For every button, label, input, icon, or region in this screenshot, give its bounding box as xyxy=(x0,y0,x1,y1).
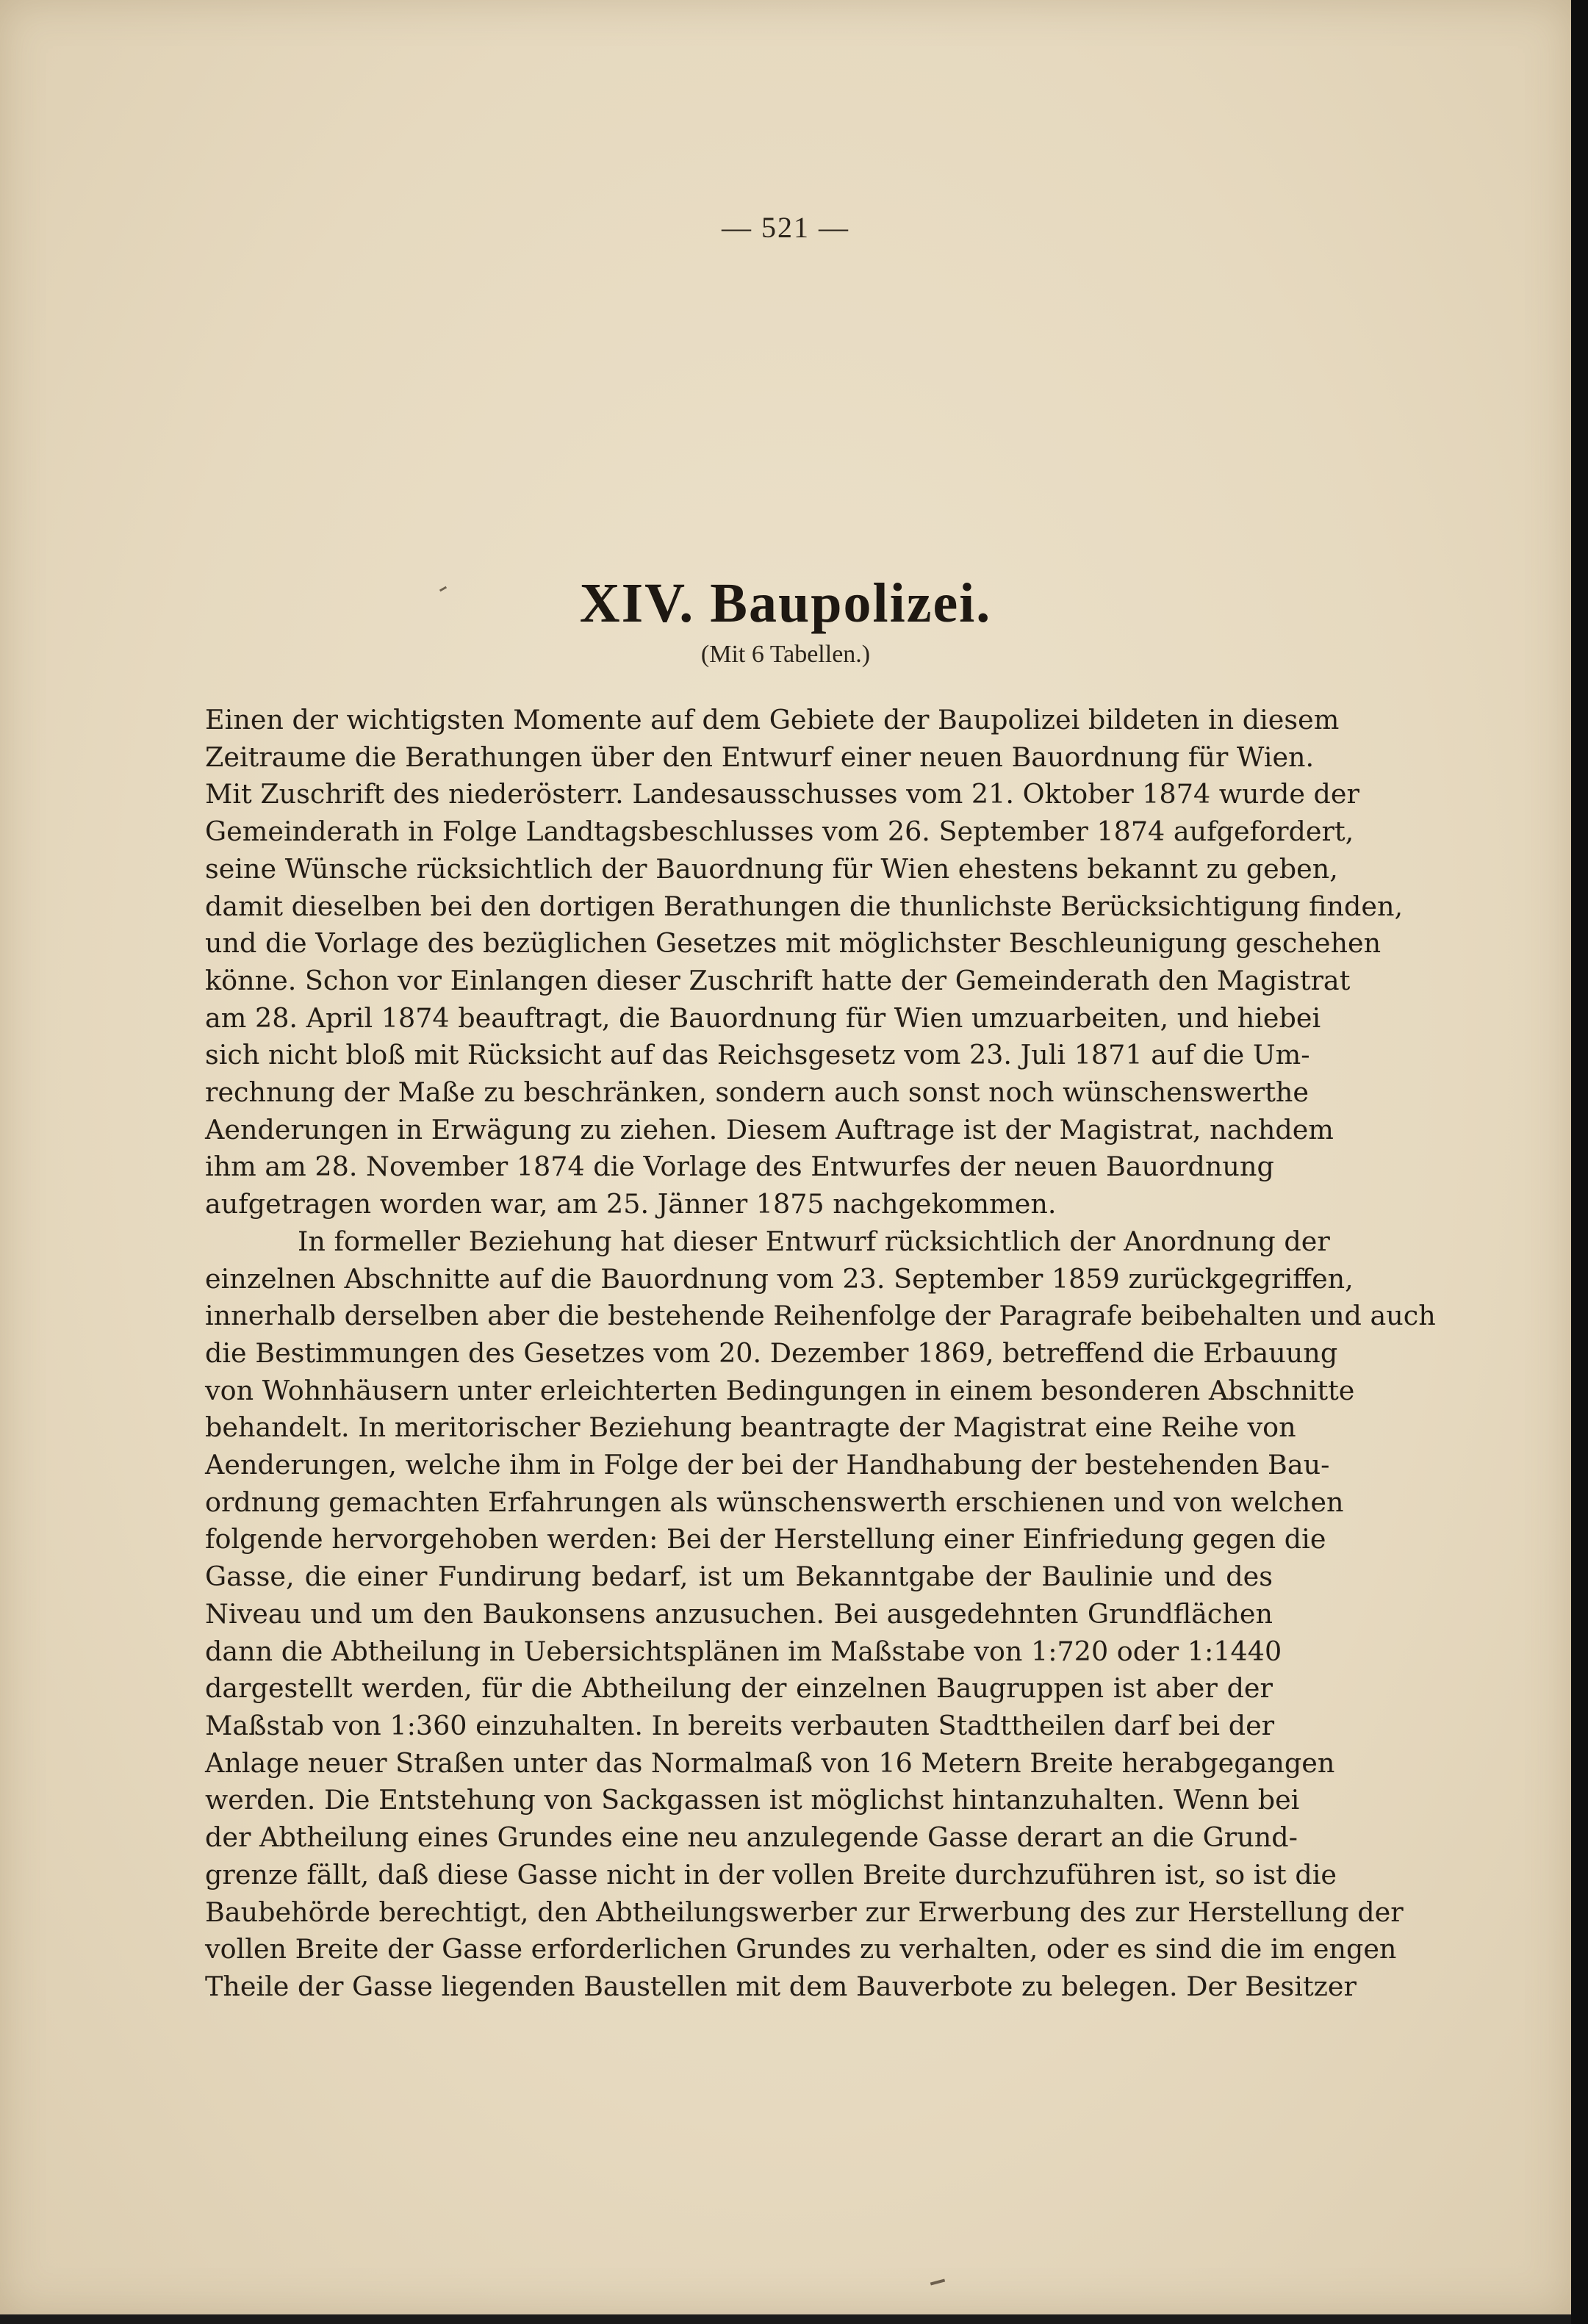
text-line: Einen der wichtigsten Momente auf dem Gebiete der Baupolizei bildeten in diesem xyxy=(205,704,1340,735)
text-line: Theile der Gasse liegenden Baustellen mit dem Bauverbote zu belegen. Der Besitzer xyxy=(205,1970,1357,2002)
scan-border xyxy=(1571,0,1588,2324)
text-line: dargestellt werden, für die Abtheilung der einzelnen Baugruppen ist aber der xyxy=(205,1672,1273,1705)
section-heading: XIV. Baupolizei. xyxy=(579,572,992,634)
text-line: einzelnen Abschnitte auf die Bauordnung vom 23. September 1859 zurückgegriffen, xyxy=(205,1262,1354,1295)
text-line: grenze fällt, daß diese Gasse nicht in der vollen Breite durchzuführen ist, so ist die xyxy=(205,1858,1337,1891)
section-subheading: (Mit 6 Tabellen.) xyxy=(700,641,871,668)
text-line: aufgetragen worden war, am 25. Jänner 1875 nachgekommen. xyxy=(205,1188,1057,1220)
text-line: behandelt. In meritorischer Beziehung beantragte der Magistrat eine Reihe von xyxy=(205,1411,1296,1444)
text-line: am 28. April 1874 beauftragt, die Bauordnung für Wien umzuarbeiten, und hiebei xyxy=(205,1001,1321,1034)
text-line: vollen Breite der Gasse erforderlichen Grundes zu verhalten, oder es sind die im engen xyxy=(205,1933,1397,1965)
text-line: rechnung der Maße zu beschränken, sondern auch sonst noch wünschenswerthe xyxy=(205,1076,1309,1109)
text-line: dann die Abtheilung in Uebersichtsplänen im Maßstabe von 1:720 oder 1:1440 xyxy=(205,1635,1282,1667)
text-line: die Bestimmungen des Gesetzes vom 20. Dezember 1869, betreffend die Erbauung xyxy=(205,1337,1338,1369)
text-line: könne. Schon vor Einlangen dieser Zuschrift hatte der Gemeinderath den Magistrat xyxy=(205,964,1351,996)
text-line: seine Wünsche rücksichtlich der Bauordnung für Wien ehestens bekannt zu geben, xyxy=(205,852,1338,885)
text-line: sich nicht bloß mit Rücksicht auf das Reichsgesetz vom 23. Juli 1871 auf die Um- xyxy=(205,1039,1310,1071)
text-line: folgende hervorgehoben werden: Bei der Herstellung einer Einfriedung gegen die xyxy=(205,1523,1326,1555)
text-line: Aenderungen, welche ihm in Folge der bei der Handhabung der bestehenden Bau- xyxy=(205,1449,1330,1481)
text-line: der Abtheilung eines Grundes eine neu anzulegende Gasse derart an die Grund- xyxy=(205,1821,1298,1854)
text-line: innerhalb derselben aber die bestehende Reihenfolge der Paragrafe beibehalten und auch xyxy=(205,1300,1436,1332)
text-line: Aenderungen in Erwägung zu ziehen. Diesem Auftrage ist der Magistrat, nachdem xyxy=(205,1113,1334,1145)
text-line: In formeller Beziehung hat dieser Entwurf rücksichtlich der Anordnung der xyxy=(298,1225,1330,1257)
text-line: ihm am 28. November 1874 die Vorlage des Entwurfes der neuen Bauordnung xyxy=(205,1151,1274,1183)
text-line: Maßstab von 1:360 einzuhalten. In bereits verbauten Stadttheilen darf bei der xyxy=(205,1709,1275,1741)
body-text xyxy=(205,702,1436,2006)
stray-ink-mark xyxy=(930,2278,945,2285)
text-line: von Wohnhäusern unter erleichterten Bedingungen in einem besonderen Abschnitte xyxy=(205,1374,1355,1406)
text-line: Zeitraume die Berathungen über den Entwurf einer neuen Bauordnung für Wien. xyxy=(205,741,1315,773)
text-line: und die Vorlage des bezüglichen Gesetzes mit möglichster Beschleunigung geschehen xyxy=(205,927,1382,960)
page-number: — 521 — xyxy=(722,211,849,244)
text-line: ordnung gemachten Erfahrungen als wünschenswerth erschienen und von welchen xyxy=(205,1486,1344,1518)
text-line: damit dieselben bei den dortigen Berathungen die thunlichste Berücksichtigung finden, xyxy=(205,890,1404,922)
text-line: Anlage neuer Straßen unter das Normalmaß von 16 Metern Breite herabgegangen xyxy=(205,1746,1335,1779)
text-line: Gemeinderath in Folge Landtagsbeschlusses vom 26. September 1874 aufgefordert, xyxy=(205,816,1354,848)
text-line: werden. Die Entstehung von Sackgassen ist möglichst hintanzuhalten. Wenn bei xyxy=(205,1784,1300,1816)
text-line: Niveau und um den Baukonsens anzusuchen. Bei ausgedehnten Grundflächen xyxy=(205,1597,1273,1630)
text-line: Gasse, die einer Fundirung bedarf, ist um Bekanntgabe der Baulinie und des xyxy=(205,1561,1273,1593)
text-line: Mit Zuschrift des niederösterr. Landesausschusses vom 21. Oktober 1874 wurde der xyxy=(205,778,1359,810)
text-line: Baubehörde berechtigt, den Abtheilungswerber zur Erwerbung des zur Herstellung der xyxy=(205,1896,1404,1928)
